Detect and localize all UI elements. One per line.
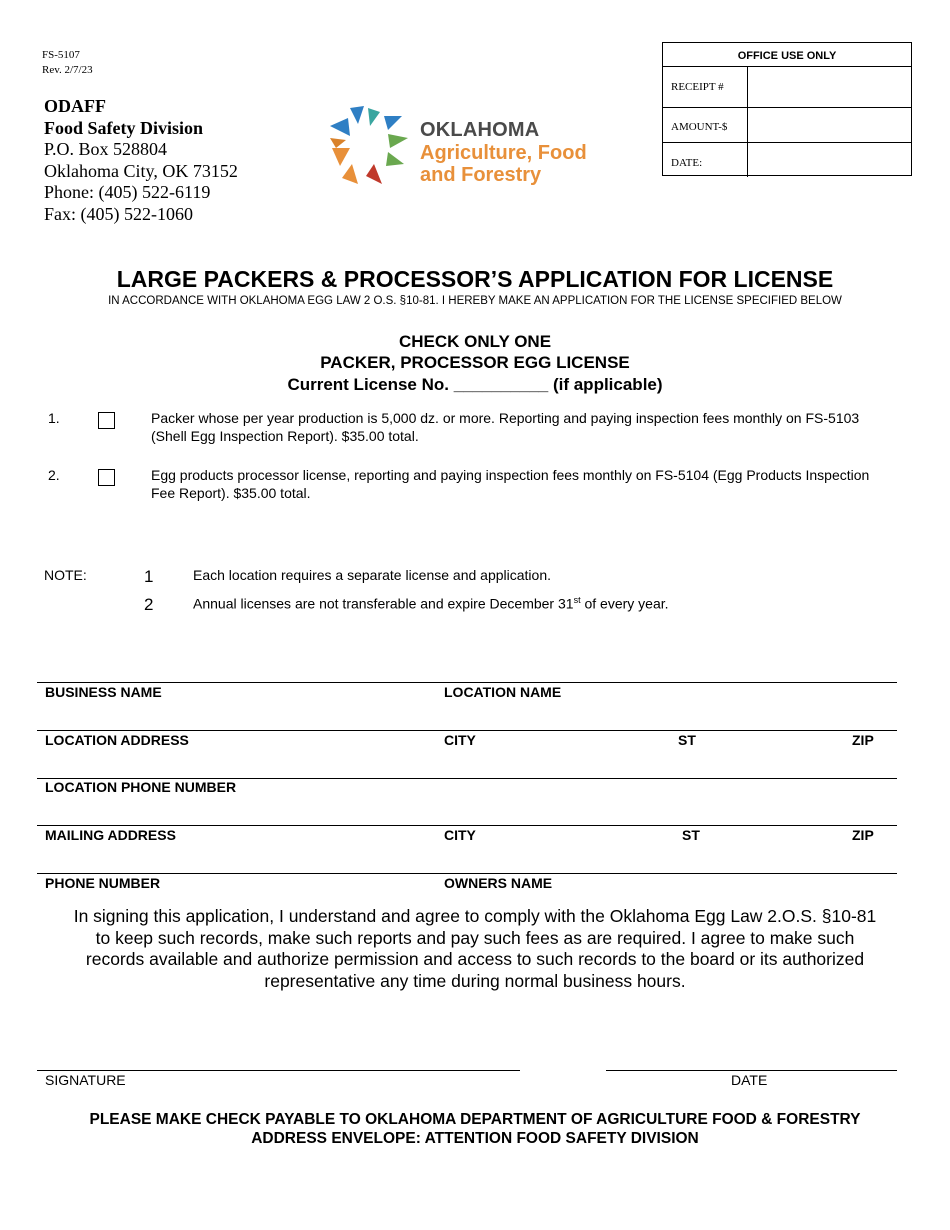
logo-line2-text: Agriculture, Food [420, 142, 587, 164]
office-amount-row [663, 108, 911, 143]
option-2-checkbox[interactable] [98, 469, 115, 486]
page-subtitle: IN ACCORDANCE WITH OKLAHOMA EGG LAW 2 O.S. §10-81. I HEREBY MAKE AN APPLICATION FOR THE LICENSE SPECIFIED BELOW [108, 295, 842, 307]
check-header-line2: PACKER, PROCESSOR EGG LICENSE [320, 353, 630, 372]
option-1-checkbox[interactable] [98, 412, 115, 429]
date-line[interactable] [606, 1070, 897, 1071]
mailing-zip-label: ZIP [852, 827, 874, 843]
location-phone-label: LOCATION PHONE NUMBER [45, 779, 237, 795]
mailing-st-label: ST [682, 827, 700, 843]
office-use-box [662, 42, 912, 176]
note-2-text-before: Annual licenses are not transferable and expire December 31 [193, 595, 574, 612]
phone-number-label: PHONE NUMBER [45, 875, 161, 891]
note-1-number: 1 [144, 567, 154, 586]
footer-line1: PLEASE MAKE CHECK PAYABLE TO OKLAHOMA DEPARTMENT OF AGRICULTURE FOOD & FORESTRY [89, 1111, 861, 1128]
date-label: DATE [731, 1072, 768, 1088]
option-1-number: 1. [48, 410, 60, 426]
agency-division: Food Safety Division [44, 117, 204, 138]
page-title: LARGE PACKERS & PROCESSOR’S APPLICATION FOR LICENSE [116, 266, 834, 292]
office-amount-label: AMOUNT-$ [671, 121, 728, 133]
agency-logo [328, 104, 618, 190]
note-2-number: 2 [144, 595, 154, 614]
option-2-text: Egg products processor license, reporting and paying inspection fees monthly on FS-5104 (Egg Products Inspection Fee Report). $35.00 total. [151, 467, 870, 501]
location-city-label: CITY [444, 732, 476, 748]
office-receipt-label: RECEIPT # [671, 81, 724, 93]
logo-line3-text: and Forestry [420, 164, 542, 186]
agreement-line2: to keep such records, make such reports and pay such fees as are required. I agree to make such [95, 927, 855, 948]
note-2-text [193, 595, 669, 612]
option-2-number: 2. [48, 467, 60, 483]
note-1-text: Each location requires a separate license and application. [193, 567, 552, 583]
logo-line1: OKLAHOMA [420, 119, 540, 141]
office-use-title: OFFICE USE ONLY [663, 43, 911, 67]
field-line-phone [37, 873, 897, 874]
agency-phone: Phone: (405) 522-6119 [44, 182, 211, 202]
logo-line2 [420, 142, 587, 186]
business-name-label: BUSINESS NAME [45, 684, 162, 700]
signature-line[interactable] [37, 1070, 520, 1071]
mailing-address-label: MAILING ADDRESS [45, 827, 176, 843]
mailing-city-label: CITY [444, 827, 476, 843]
agency-address-block [44, 96, 238, 225]
location-zip-label: ZIP [852, 732, 874, 748]
office-date-row [663, 143, 911, 177]
agreement-line4: representative any time during normal business hours. [264, 970, 686, 991]
agreement-text [40, 906, 910, 992]
agency-city-line: Oklahoma City, OK 73152 [44, 160, 238, 181]
office-receipt-field [747, 67, 748, 107]
note-2-sup: st [573, 595, 581, 605]
location-address-label: LOCATION ADDRESS [45, 732, 189, 748]
note-2-text-after: of every year. [580, 595, 669, 612]
agency-org: ODAFF [44, 96, 106, 116]
check-header-line3: Current License No. __________ (if applicable) [287, 375, 663, 394]
agreement-line3: records available and authorize permission and access to such records to the board or its authorized [85, 949, 865, 969]
signature-label: SIGNATURE [45, 1072, 126, 1088]
field-line-business [37, 682, 897, 683]
check-header-line1: CHECK ONLY ONE [398, 332, 552, 351]
owners-name-label: OWNERS NAME [444, 875, 553, 891]
form-revision: Rev. 2/7/23 [42, 64, 93, 76]
footer-line2: ADDRESS ENVELOPE: ATTENTION FOOD SAFETY DIVISION [251, 1130, 699, 1147]
form-id-block [42, 48, 93, 78]
form-number: FS-5107 [42, 49, 80, 61]
agreement-line1: In signing this application, I understand and agree to comply with the Oklahoma Egg Law 2.O.S. §10-81 [73, 906, 877, 926]
note-label: NOTE: [44, 567, 87, 583]
office-receipt-row [663, 67, 911, 108]
location-name-label: LOCATION NAME [444, 684, 562, 700]
office-date-label: DATE: [671, 157, 703, 169]
option-1-text: Packer whose per year production is 5,000 dz. or more. Reporting and paying inspection fees monthly on FS-5103 (Shell Egg Inspection Report). $35.00 total. [151, 410, 860, 444]
agency-po-box: P.O. Box 528804 [44, 139, 168, 159]
logo-star-mark-icon [328, 104, 412, 188]
location-st-label: ST [678, 732, 696, 748]
field-line-location-address [37, 730, 897, 731]
agency-fax: Fax: (405) 522-1060 [44, 203, 193, 224]
office-date-field [747, 143, 748, 177]
office-amount-field [747, 108, 748, 142]
field-line-mailing [37, 825, 897, 826]
